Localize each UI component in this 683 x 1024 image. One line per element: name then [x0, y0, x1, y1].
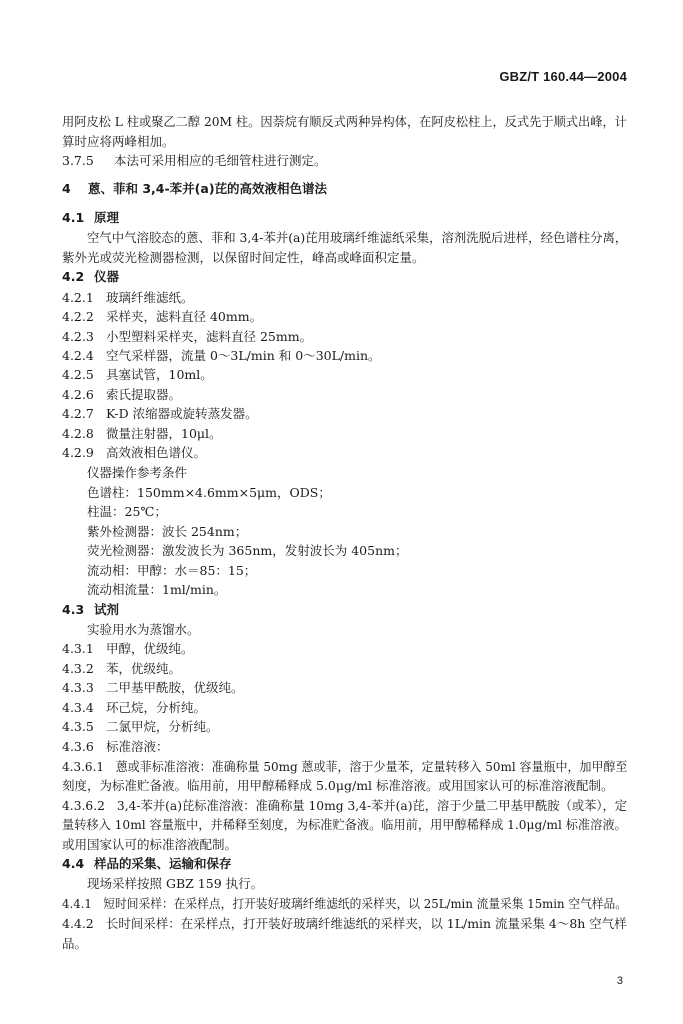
clause-text: 微量注射器，10μl。 — [106, 426, 222, 441]
clause-number: 4.4.2 — [62, 916, 94, 931]
clause-text: 采样夹，滤料直径 40mm。 — [106, 309, 263, 324]
clause-text: 甲醇，优级纯。 — [106, 641, 194, 656]
condition-line: 紫外检测器：波长 254nm； — [87, 524, 248, 539]
section-number: 4 — [62, 181, 71, 196]
section-number: 4.2 — [62, 269, 85, 284]
condition-line: 流动相：甲醇：水＝85：15； — [87, 563, 257, 578]
clause-number: 4.2.3 — [62, 329, 94, 344]
clause-text: 长时间采样：在采样点，打开装好玻璃纤维滤纸的采样夹，以 1L/min 流量采集 4～8h 空气样 — [105, 916, 627, 931]
section-number: 4.1 — [62, 210, 85, 225]
clause-text: K-D 浓缩器或旋转蒸发器。 — [106, 406, 258, 421]
clause-text: 二甲基甲酰胺，优级纯。 — [106, 680, 244, 695]
clause-text: 索氏提取器。 — [106, 387, 182, 402]
clause-text: 二氯甲烷，分析纯。 — [106, 719, 219, 734]
section-title: 试剂 — [94, 602, 120, 617]
section-title: 仪器 — [94, 269, 120, 284]
clause-number: 4.3.1 — [62, 641, 94, 656]
clause-4-2-7 — [62, 406, 258, 422]
section-number: 4.3 — [62, 602, 85, 617]
paragraph-line: 量转移入 10ml 容量瓶中，并稀释至刻度，为标准贮备液。临用前，用甲醇稀释成 1.0μg/ml 标准溶液。 — [62, 817, 627, 832]
clause-4-2-1 — [62, 290, 194, 306]
standard-code: GBZ/T 160.44—2004 — [499, 69, 627, 84]
clause-4-2-2 — [62, 309, 262, 325]
clause-number: 4.2.4 — [62, 348, 94, 363]
clause-4-2-6 — [62, 387, 181, 403]
clause-number: 4.3.6.2 — [62, 798, 105, 813]
clause-number: 4.2.9 — [62, 445, 94, 460]
section-title: 蒽、菲和 3,4-苯并(a)芘的高效液相色谱法 — [88, 181, 328, 196]
clause-4-4-2 — [62, 916, 627, 932]
clause-text: 玻璃纤维滤纸。 — [106, 290, 194, 305]
paragraph-line: 空气中气溶胶态的蒽、菲和 3,4-苯并(a)芘用玻璃纤维滤纸采集，溶剂洗脱后进样，经色谱柱分离， — [87, 230, 628, 245]
clause-number: 4.2.6 — [62, 387, 94, 402]
clause-text: 苯，优级纯。 — [106, 661, 182, 676]
clause-number: 4.2.7 — [62, 406, 94, 421]
clause-4-3-6-1 — [62, 759, 627, 775]
clause-4-2-5 — [62, 367, 213, 383]
clause-number: 4.3.3 — [62, 680, 94, 695]
page-number: 3 — [616, 975, 623, 987]
condition-line: 荧光检测器：激发波长为 365nm，发射波长为 405nm； — [87, 543, 408, 558]
clause-text: 空气采样器，流量 0～3L/min 和 0～30L/min。 — [106, 348, 381, 363]
clause-4-3-6-2 — [62, 798, 627, 814]
paragraph-line: 刻度，为标准贮备液。临用前，用甲醇稀释成 5.0μg/ml 标准溶液。或用国家认可的标准溶液配制。 — [62, 778, 614, 793]
clause-number: 4.4.1 — [62, 896, 92, 911]
clause-text: 蒽或菲标准溶液：准确称量 50mg 蒽或菲，溶于少量苯，定量转移入 50ml 容量瓶中，加甲醇至 — [115, 759, 628, 774]
section-number: 4.4 — [62, 856, 85, 871]
clause-text: 本法可采用相应的毛细管柱进行测定。 — [114, 153, 327, 168]
clause-number: 4.2.2 — [62, 309, 94, 324]
paragraph-line: 用阿皮松 L 柱或聚乙二醇 20M 柱。因萘烷有顺反式两种异构体，在阿皮松柱上，反式先于顺式出峰，计 — [62, 114, 627, 129]
section-4-3-heading — [62, 602, 119, 618]
condition-line: 柱温：25℃； — [87, 504, 167, 519]
clause-number: 4.3.6.1 — [62, 759, 104, 774]
section-title: 原理 — [94, 210, 120, 225]
paragraph-line: 算时应将两峰相加。 — [62, 134, 175, 149]
clause-number: 3.7.5 — [62, 153, 94, 168]
clause-text: 具塞试管，10ml。 — [106, 367, 213, 382]
clause-4-2-4 — [62, 348, 381, 364]
clause-4-2-3 — [62, 329, 312, 345]
section-title: 样品的采集、运输和保存 — [94, 856, 232, 871]
clause-4-3-4 — [62, 700, 206, 716]
clause-3-7-5 — [62, 153, 327, 169]
clause-number: 4.2.1 — [62, 290, 94, 305]
paragraph-line: 或用国家认可的标准溶液配制。 — [62, 837, 238, 852]
clause-text: 环己烷，分析纯。 — [106, 700, 207, 715]
clause-text: 标准溶液： — [106, 739, 169, 754]
clause-4-3-2 — [62, 661, 181, 677]
clause-number: 4.3.4 — [62, 700, 94, 715]
clause-text: 高效液相色谱仪。 — [106, 445, 207, 460]
clause-number: 4.2.5 — [62, 367, 94, 382]
clause-number: 4.3.2 — [62, 661, 94, 676]
clause-number: 4.2.8 — [62, 426, 94, 441]
condition-line: 流动相流量：1ml/min。 — [87, 582, 227, 597]
clause-text: 小型塑料采样夹，滤料直径 25mm。 — [106, 329, 313, 344]
paragraph-line: 现场采样按照 GBZ 159 执行。 — [87, 876, 264, 891]
section-4-4-heading — [62, 856, 232, 872]
paragraph-line: 实验用水为蒸馏水。 — [87, 622, 200, 637]
section-4-1-heading — [62, 210, 119, 226]
section-4-heading — [62, 181, 327, 197]
clause-text: 3,4-苯并(a)芘标准溶液：准确称量 10mg 3,4-苯并(a)芘，溶于少量二甲基甲酰胺（或苯），定 — [116, 798, 628, 813]
clause-4-2-8 — [62, 426, 222, 442]
clause-text: 短时间采样：在采样点，打开装好玻璃纤维滤纸的采样夹，以 25L/min 流量采集 15min 空气样品。 — [103, 896, 628, 911]
condition-line: 色谱柱：150mm×4.6mm×5μm，ODS； — [87, 485, 331, 500]
paragraph-line: 紫外光或荧光检测器检测，以保留时间定性，峰高或峰面积定量。 — [62, 250, 425, 265]
clause-4-3-1 — [62, 641, 194, 657]
conditions-title: 仪器操作参考条件 — [87, 465, 188, 480]
clause-4-4-1 — [62, 896, 627, 912]
clause-4-2-9 — [62, 445, 206, 461]
clause-number: 4.3.6 — [62, 739, 94, 754]
paragraph-line: 品。 — [62, 936, 88, 951]
clause-4-3-6 — [62, 739, 169, 755]
clause-4-3-5 — [62, 719, 219, 735]
clause-4-3-3 — [62, 680, 244, 696]
section-4-2-heading — [62, 269, 119, 285]
clause-number: 4.3.5 — [62, 719, 94, 734]
